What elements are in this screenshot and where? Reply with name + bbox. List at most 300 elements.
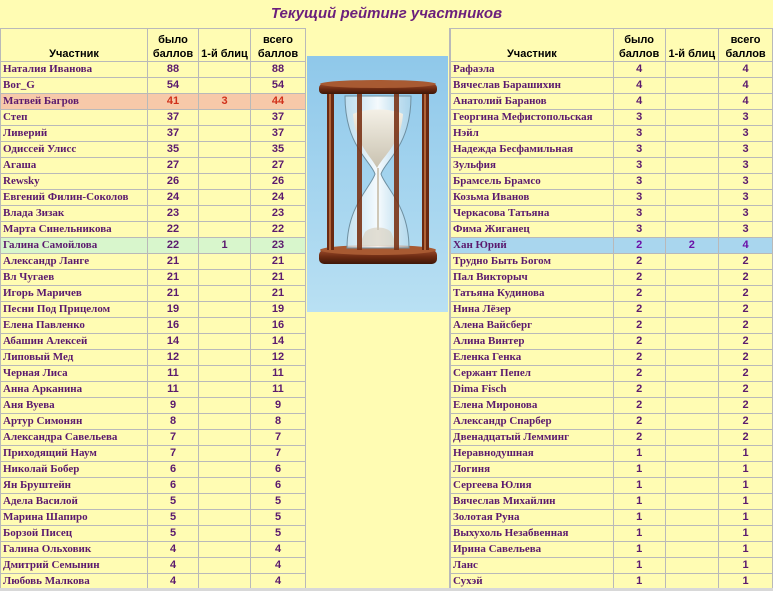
table-row <box>1 110 306 126</box>
blitz-points-cell <box>199 126 251 142</box>
before-points-cell: 1 <box>613 462 665 478</box>
participant-name-cell: Галина Самойлова <box>1 238 148 254</box>
participant-name-cell: Марта Синельникова <box>1 222 148 238</box>
blitz-points-cell <box>199 542 251 558</box>
participant-name-cell: Золотая Руна <box>451 510 614 526</box>
blitz-points-cell <box>199 270 251 286</box>
blitz-points-cell: 1 <box>199 238 251 254</box>
total-points-cell: 2 <box>719 286 773 302</box>
participant-name-cell: Dima Fisch <box>451 382 614 398</box>
table-row <box>1 222 306 238</box>
table-row <box>1 238 306 254</box>
participant-name-cell: Елена Миронова <box>451 398 614 414</box>
participant-name-cell: Надежда Бесфамильная <box>451 142 614 158</box>
before-points-cell: 37 <box>148 110 199 126</box>
blitz-points-cell <box>665 126 719 142</box>
table-row <box>1 62 306 78</box>
before-points-cell: 4 <box>613 62 665 78</box>
before-points-cell: 3 <box>613 142 665 158</box>
participant-name-cell: Вячеслав Михайлин <box>451 494 614 510</box>
before-points-cell: 3 <box>613 110 665 126</box>
before-points-cell: 1 <box>613 542 665 558</box>
participant-name-cell: Влада Зизак <box>1 206 148 222</box>
before-points-cell: 5 <box>148 510 199 526</box>
before-points-cell: 23 <box>148 206 199 222</box>
participant-name-cell: Елена Павленко <box>1 318 148 334</box>
table-row <box>451 430 773 446</box>
before-points-header: было баллов <box>613 29 665 62</box>
total-points-cell: 9 <box>251 398 306 414</box>
total-points-cell: 23 <box>251 206 306 222</box>
table-row <box>1 78 306 94</box>
before-points-cell: 8 <box>148 414 199 430</box>
total-points-cell: 6 <box>251 478 306 494</box>
participant-name-cell: Матвей Багров <box>1 94 148 110</box>
table-row <box>451 414 773 430</box>
participant-name-cell: Еленка Генка <box>451 350 614 366</box>
total-points-cell: 27 <box>251 158 306 174</box>
before-points-cell: 2 <box>613 430 665 446</box>
blitz-points-cell <box>665 462 719 478</box>
total-points-cell: 14 <box>251 334 306 350</box>
total-points-cell: 4 <box>719 94 773 110</box>
table-row <box>1 158 306 174</box>
blitz-points-cell <box>199 350 251 366</box>
before-points-cell: 1 <box>613 558 665 574</box>
total-points-cell: 1 <box>719 478 773 494</box>
total-points-header: всего баллов <box>251 29 306 62</box>
table-row <box>1 142 306 158</box>
total-points-cell: 37 <box>251 110 306 126</box>
before-points-header: было баллов <box>148 29 199 62</box>
before-points-cell: 1 <box>613 510 665 526</box>
blitz-points-cell <box>199 462 251 478</box>
table-row <box>1 478 306 494</box>
participant-header: Участник <box>1 29 148 62</box>
participant-name-cell: Алина Винтер <box>451 334 614 350</box>
table-row <box>451 446 773 462</box>
participant-name-cell: Ян Бруштейн <box>1 478 148 494</box>
total-points-cell: 2 <box>719 398 773 414</box>
table-row <box>1 494 306 510</box>
before-points-cell: 14 <box>148 334 199 350</box>
header-row <box>451 29 773 62</box>
total-points-cell: 7 <box>251 430 306 446</box>
hourglass-picture <box>305 56 450 312</box>
before-points-cell: 3 <box>613 190 665 206</box>
total-points-cell: 12 <box>251 350 306 366</box>
before-points-cell: 22 <box>148 222 199 238</box>
table-row <box>451 558 773 574</box>
total-points-cell: 21 <box>251 254 306 270</box>
participant-name-cell: Степ <box>1 110 148 126</box>
table-row <box>451 206 773 222</box>
blitz-points-cell <box>199 478 251 494</box>
participant-name-cell: Rewsky <box>1 174 148 190</box>
blitz-points-cell <box>199 110 251 126</box>
total-points-cell: 3 <box>719 222 773 238</box>
total-points-cell: 26 <box>251 174 306 190</box>
blitz-points-cell <box>665 286 719 302</box>
before-points-cell: 54 <box>148 78 199 94</box>
blitz-points-cell <box>199 142 251 158</box>
blitz-points-cell <box>665 62 719 78</box>
blitz-points-cell <box>665 478 719 494</box>
participant-name-cell: Выхухоль Незабвенная <box>451 526 614 542</box>
table-row <box>451 254 773 270</box>
blitz-header: 1-й блиц <box>665 29 719 62</box>
before-points-cell: 12 <box>148 350 199 366</box>
total-points-cell: 4 <box>251 574 306 590</box>
table-row <box>451 526 773 542</box>
blitz-points-cell: 3 <box>199 94 251 110</box>
participant-name-cell: Черкасова Татьяна <box>451 206 614 222</box>
before-points-cell: 2 <box>613 334 665 350</box>
table-row <box>451 62 773 78</box>
table-row <box>451 542 773 558</box>
table-row <box>1 382 306 398</box>
table-row <box>1 254 306 270</box>
table-row <box>1 190 306 206</box>
total-points-cell: 1 <box>719 558 773 574</box>
participant-name-cell: Пал Викторыч <box>451 270 614 286</box>
table-row <box>451 398 773 414</box>
participant-name-cell: Галина Ольховик <box>1 542 148 558</box>
before-points-cell: 19 <box>148 302 199 318</box>
participant-name-cell: Брамсель Брамсо <box>451 174 614 190</box>
blitz-points-cell <box>665 254 719 270</box>
total-points-cell: 8 <box>251 414 306 430</box>
participant-name-cell: Логиня <box>451 462 614 478</box>
table-row <box>1 206 306 222</box>
blitz-points-cell <box>199 366 251 382</box>
blitz-points-cell <box>665 414 719 430</box>
total-points-cell: 1 <box>719 526 773 542</box>
before-points-cell: 2 <box>613 302 665 318</box>
participant-name-cell: Татьяна Кудинова <box>451 286 614 302</box>
participant-name-cell: Артур Симонян <box>1 414 148 430</box>
participant-header: Участник <box>451 29 614 62</box>
participant-name-cell: Двенадцатый Лемминг <box>451 430 614 446</box>
table-row <box>451 78 773 94</box>
blitz-points-cell <box>199 190 251 206</box>
blitz-points-cell <box>199 318 251 334</box>
table-row <box>451 270 773 286</box>
total-points-cell: 3 <box>719 206 773 222</box>
participant-name-cell: Марина Шапиро <box>1 510 148 526</box>
participant-name-cell: Липовый Мед <box>1 350 148 366</box>
table-row <box>1 302 306 318</box>
before-points-cell: 2 <box>613 398 665 414</box>
right-rows <box>451 62 773 590</box>
total-points-cell: 3 <box>719 158 773 174</box>
blitz-points-cell <box>665 510 719 526</box>
table-row <box>451 334 773 350</box>
header-row <box>1 29 306 62</box>
table-row <box>1 334 306 350</box>
table-row <box>1 462 306 478</box>
participant-name-cell: Bor_G <box>1 78 148 94</box>
blitz-points-cell <box>665 270 719 286</box>
table-row <box>1 542 306 558</box>
before-points-cell: 4 <box>613 78 665 94</box>
total-points-cell: 6 <box>251 462 306 478</box>
blitz-points-cell <box>665 158 719 174</box>
participant-name-cell: Рафаэла <box>451 62 614 78</box>
table-row <box>1 174 306 190</box>
blitz-points-cell <box>199 494 251 510</box>
participant-name-cell: Анна Арканина <box>1 382 148 398</box>
left-rating-table <box>0 28 306 590</box>
before-points-cell: 2 <box>613 366 665 382</box>
participant-name-cell: Наталия Иванова <box>1 62 148 78</box>
before-points-cell: 2 <box>613 350 665 366</box>
total-points-cell: 54 <box>251 78 306 94</box>
total-points-cell: 4 <box>719 78 773 94</box>
table-row <box>451 302 773 318</box>
participant-name-cell: Вячеслав Барашихин <box>451 78 614 94</box>
before-points-cell: 3 <box>613 206 665 222</box>
blitz-points-cell <box>199 558 251 574</box>
participant-name-cell: Приходящий Наум <box>1 446 148 462</box>
before-points-cell: 24 <box>148 190 199 206</box>
participant-name-cell: Борзой Писец <box>1 526 148 542</box>
participant-name-cell: Алена Вайсберг <box>451 318 614 334</box>
blitz-points-cell <box>199 158 251 174</box>
blitz-points-cell <box>199 398 251 414</box>
before-points-cell: 3 <box>613 158 665 174</box>
participant-name-cell: Сергеева Юлия <box>451 478 614 494</box>
total-points-cell: 1 <box>719 510 773 526</box>
table-row <box>451 174 773 190</box>
before-points-cell: 2 <box>613 414 665 430</box>
before-points-cell: 16 <box>148 318 199 334</box>
blitz-header: 1-й блиц <box>199 29 251 62</box>
total-points-cell: 44 <box>251 94 306 110</box>
before-points-cell: 2 <box>613 286 665 302</box>
before-points-cell: 21 <box>148 286 199 302</box>
table-row <box>1 350 306 366</box>
table-row <box>1 510 306 526</box>
table-row <box>451 286 773 302</box>
blitz-points-cell <box>665 302 719 318</box>
page-title: Текущий рейтинг участников <box>0 0 773 28</box>
right-rating-table <box>450 28 773 590</box>
total-points-cell: 3 <box>719 174 773 190</box>
blitz-points-cell <box>665 382 719 398</box>
participant-name-cell: Абашин Алексей <box>1 334 148 350</box>
before-points-cell: 4 <box>148 558 199 574</box>
total-points-cell: 4 <box>719 62 773 78</box>
participant-name-cell: Игорь Маричев <box>1 286 148 302</box>
before-points-cell: 11 <box>148 366 199 382</box>
table-row <box>1 526 306 542</box>
participant-name-cell: Сухэй <box>451 574 614 590</box>
total-points-cell: 4 <box>251 558 306 574</box>
participant-name-cell: Сержант Пепел <box>451 366 614 382</box>
before-points-cell: 7 <box>148 446 199 462</box>
blitz-points-cell <box>665 398 719 414</box>
table-row <box>1 398 306 414</box>
table-row <box>1 446 306 462</box>
participant-name-cell: Георгина Мефистопольская <box>451 110 614 126</box>
blitz-points-cell <box>665 526 719 542</box>
before-points-cell: 4 <box>148 542 199 558</box>
blitz-points-cell <box>199 302 251 318</box>
total-points-cell: 11 <box>251 382 306 398</box>
blitz-points-cell <box>199 414 251 430</box>
total-points-cell: 2 <box>719 254 773 270</box>
total-points-cell: 3 <box>719 126 773 142</box>
blitz-points-cell <box>665 190 719 206</box>
total-points-cell: 24 <box>251 190 306 206</box>
total-points-cell: 37 <box>251 126 306 142</box>
before-points-cell: 2 <box>613 382 665 398</box>
before-points-cell: 4 <box>148 574 199 590</box>
blitz-points-cell <box>665 430 719 446</box>
before-points-cell: 9 <box>148 398 199 414</box>
blitz-points-cell <box>199 430 251 446</box>
participant-name-cell: Агаша <box>1 158 148 174</box>
left-rows <box>1 62 306 590</box>
table-row <box>451 238 773 254</box>
before-points-cell: 3 <box>613 126 665 142</box>
total-points-cell: 2 <box>719 366 773 382</box>
table-row <box>451 478 773 494</box>
before-points-cell: 4 <box>613 94 665 110</box>
before-points-cell: 2 <box>613 270 665 286</box>
participant-name-cell: Ирина Савельева <box>451 542 614 558</box>
total-points-cell: 2 <box>719 270 773 286</box>
table-row <box>451 142 773 158</box>
blitz-points-cell <box>665 94 719 110</box>
blitz-points-cell <box>199 174 251 190</box>
total-points-header: всего баллов <box>719 29 773 62</box>
before-points-cell: 2 <box>613 318 665 334</box>
before-points-cell: 3 <box>613 174 665 190</box>
participant-name-cell: Ланс <box>451 558 614 574</box>
before-points-cell: 2 <box>613 238 665 254</box>
participant-name-cell: Евгений Филин-Соколов <box>1 190 148 206</box>
table-row <box>1 126 306 142</box>
table-row <box>451 382 773 398</box>
table-row <box>1 430 306 446</box>
before-points-cell: 3 <box>613 222 665 238</box>
table-row <box>1 414 306 430</box>
before-points-cell: 6 <box>148 462 199 478</box>
table-row <box>1 270 306 286</box>
participant-name-cell: Трудно Быть Богом <box>451 254 614 270</box>
blitz-points-cell <box>199 78 251 94</box>
participant-name-cell: Ливерий <box>1 126 148 142</box>
table-row <box>451 222 773 238</box>
blitz-points-cell <box>665 222 719 238</box>
blitz-points-cell <box>199 206 251 222</box>
blitz-points-cell <box>665 174 719 190</box>
total-points-cell: 23 <box>251 238 306 254</box>
before-points-cell: 7 <box>148 430 199 446</box>
table-row <box>1 558 306 574</box>
participant-name-cell: Александр Спарбер <box>451 414 614 430</box>
participant-name-cell: Нэйл <box>451 126 614 142</box>
before-points-cell: 11 <box>148 382 199 398</box>
blitz-points-cell <box>665 494 719 510</box>
table-row <box>451 190 773 206</box>
blitz-points-cell <box>199 222 251 238</box>
blitz-points-cell <box>199 334 251 350</box>
blitz-points-cell <box>199 254 251 270</box>
table-row <box>451 94 773 110</box>
table-row <box>1 366 306 382</box>
table-row <box>451 110 773 126</box>
before-points-cell: 27 <box>148 158 199 174</box>
before-points-cell: 37 <box>148 126 199 142</box>
total-points-cell: 4 <box>719 238 773 254</box>
total-points-cell: 2 <box>719 382 773 398</box>
table-row <box>451 126 773 142</box>
total-points-cell: 5 <box>251 526 306 542</box>
participant-name-cell: Черная Лиса <box>1 366 148 382</box>
before-points-cell: 5 <box>148 494 199 510</box>
table-row <box>1 318 306 334</box>
table-row <box>451 350 773 366</box>
blitz-points-cell <box>199 510 251 526</box>
participant-name-cell: Дмитрий Семынин <box>1 558 148 574</box>
total-points-cell: 4 <box>251 542 306 558</box>
before-points-cell: 1 <box>613 446 665 462</box>
table-row <box>1 94 306 110</box>
before-points-cell: 1 <box>613 494 665 510</box>
participant-name-cell: Адела Василой <box>1 494 148 510</box>
total-points-cell: 21 <box>251 286 306 302</box>
before-points-cell: 1 <box>613 526 665 542</box>
total-points-cell: 5 <box>251 510 306 526</box>
total-points-cell: 22 <box>251 222 306 238</box>
participant-name-cell: Анатолий Баранов <box>451 94 614 110</box>
before-points-cell: 41 <box>148 94 199 110</box>
blitz-points-cell <box>199 382 251 398</box>
blitz-points-cell <box>665 318 719 334</box>
before-points-cell: 1 <box>613 478 665 494</box>
participant-name-cell: Фима Жиганец <box>451 222 614 238</box>
total-points-cell: 7 <box>251 446 306 462</box>
blitz-points-cell <box>199 446 251 462</box>
table-row <box>451 494 773 510</box>
participant-name-cell: Аня Вуева <box>1 398 148 414</box>
blitz-points-cell <box>665 206 719 222</box>
table-row <box>451 158 773 174</box>
blitz-points-cell <box>199 62 251 78</box>
total-points-cell: 21 <box>251 270 306 286</box>
blitz-points-cell <box>665 78 719 94</box>
blitz-points-cell <box>665 542 719 558</box>
total-points-cell: 3 <box>719 190 773 206</box>
total-points-cell: 2 <box>719 302 773 318</box>
total-points-cell: 19 <box>251 302 306 318</box>
participant-name-cell: Любовь Малкова <box>1 574 148 590</box>
before-points-cell: 21 <box>148 270 199 286</box>
table-row <box>451 366 773 382</box>
before-points-cell: 35 <box>148 142 199 158</box>
table-row <box>451 510 773 526</box>
total-points-cell: 16 <box>251 318 306 334</box>
participant-name-cell: Козьма Иванов <box>451 190 614 206</box>
total-points-cell: 1 <box>719 446 773 462</box>
blitz-points-cell <box>665 334 719 350</box>
participant-name-cell: Александра Савельева <box>1 430 148 446</box>
total-points-cell: 2 <box>719 334 773 350</box>
table-row <box>451 462 773 478</box>
